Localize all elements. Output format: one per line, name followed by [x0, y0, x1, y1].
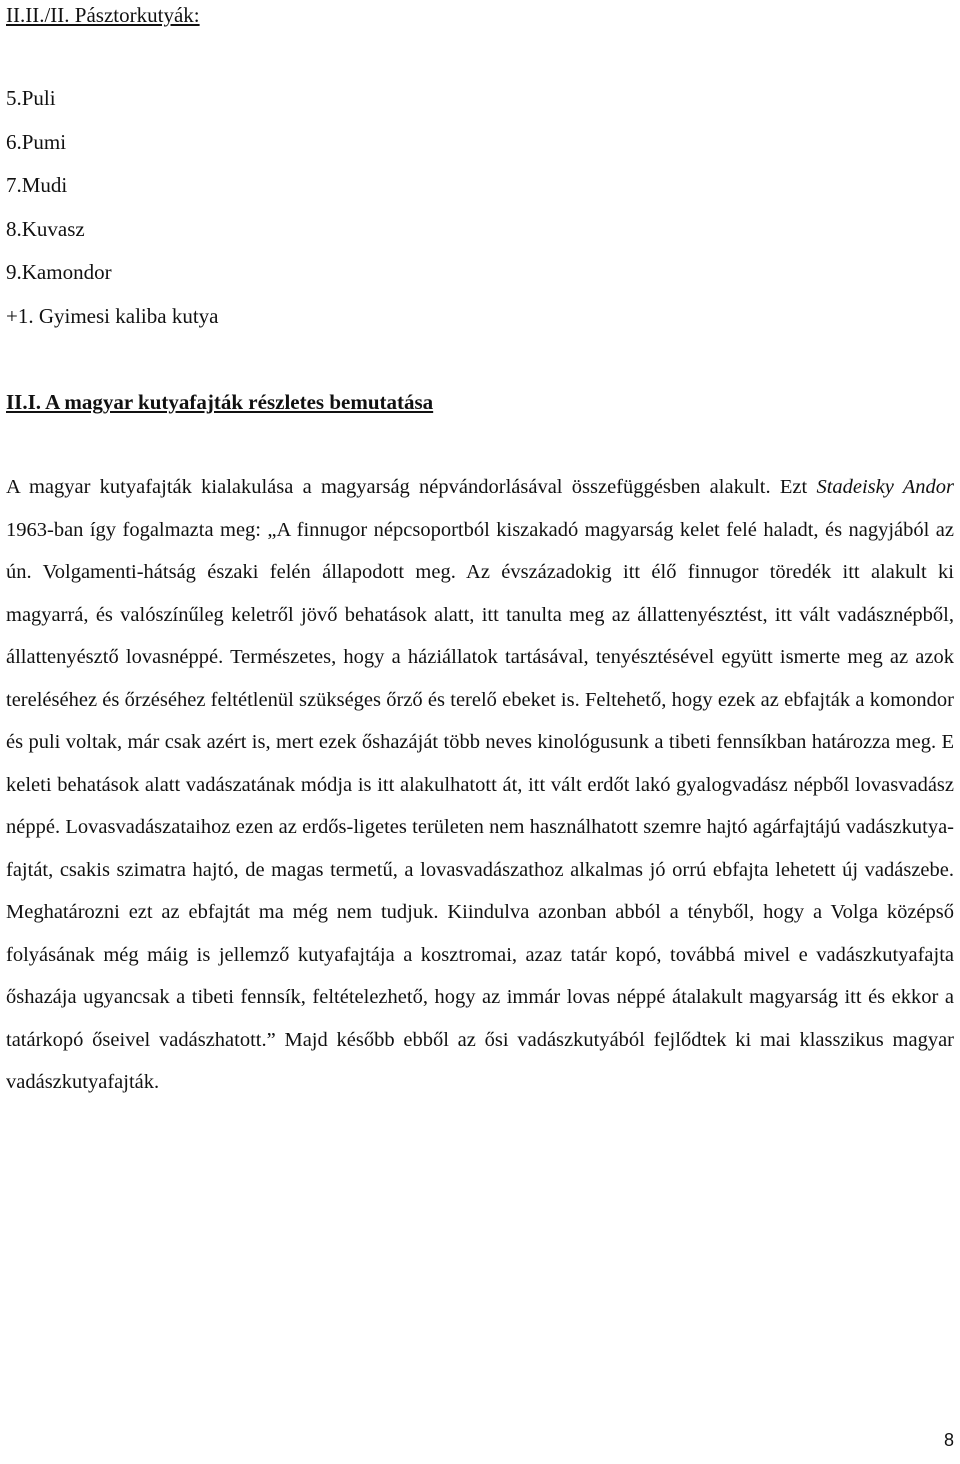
- list-item: 8.Kuvasz: [6, 216, 85, 241]
- list-item: 7.Mudi: [6, 173, 68, 197]
- list-item: 5.Puli: [6, 86, 56, 110]
- list-item: 6.Pumi: [6, 129, 67, 154]
- body-text-start: A magyar kutyafajták kialakulása a magyarság népvándorlásával összefüggésben alakult. Ezt: [6, 476, 817, 498]
- list-item: +1. Gyimesi kaliba kutya: [6, 303, 219, 328]
- subsection-heading: II.I. A magyar kutyafajták részletes bemutatása: [6, 390, 434, 414]
- body-text-rest: 1963-ban így fogalmazta meg: „A finnugor népcsoportból kiszakadó magyarság kelet felé haladt, és nagyjából az ún. Volgamenti-hátság északi felén állapodott meg. Az évszázadokig itt élő finnugor töredék itt alakult ki magyarrá, és valószínűleg keletről jövő behatások alatt, itt tanulta meg az állattenyésztést, itt vált vadásznépből, állattenyésztő lovasnéppé. Természetes, hogy a háziállatok tartásával, tenyésztésével együtt ismerte meg az azok tereléséhez és őrzéséhez feltétlenül szükséges őrző és terelő ebeket is. Feltehető, hogy ezek az ebfajták a komondor és puli voltak, már csak azért is, mert ezek őshazáját több neves kinológusunk a tibeti fennsíkban határozza meg. E keleti behatások alatt vadászatának módja is itt alakulhatott át, itt vált erdőt lakó gyalogvadász népből lovasvadász néppé. Lovasvadászataihoz ezen az erdős-ligetes területen nem használhatott szemre hajtó agárfajtájú vadászkutya-fajtát, csakis szimatra hajtó, de magas termetű, a lovasvadászathoz alkalmas jó orrú ebfajta lehetett új vadászebe. Meghatározni ezt az ebfajtát ma még nem tudjuk. Kiindulva azonban abból a tényből, hogy a Volga középső folyásának még máig is jellemző kutyafajtája a kosztromai, azaz tatár kopó, továbbá mivel e vadászkutyafajta őshazája ugyancsak a tibeti fennsík, feltételezhető, hogy az immár lovas néppé átalakult magyarság itt és ekkor a tatárkopó őseivel vadászhatott.” Majd később ebből az ősi vadászkutyából fejlődtek ki mai klasszikus magyar vadászkutyafajták.: [6, 518, 954, 1093]
- list-item: 9.Kamondor: [6, 260, 112, 284]
- section-heading: II.II./II. Pásztorkutyák:: [6, 3, 200, 27]
- breed-list: [6, 84, 218, 345]
- body-paragraph: [6, 466, 954, 1104]
- author-name: Stadeisky Andor: [816, 476, 954, 498]
- page-number: 8: [943, 1430, 954, 1450]
